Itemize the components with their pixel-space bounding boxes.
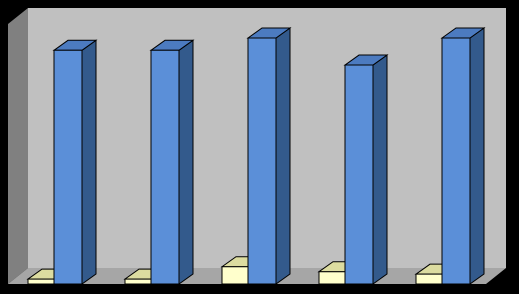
bar-series-1-4 — [319, 272, 345, 284]
bar-series-2-2-side — [179, 40, 193, 284]
bar-series-1-2 — [125, 279, 151, 284]
bar-series-2-2 — [151, 50, 179, 284]
bar-series-1-5 — [416, 274, 442, 284]
bar-series-1-1 — [28, 279, 54, 284]
plot-side-wall — [8, 8, 28, 284]
bar-series-2-3 — [248, 38, 276, 284]
bar-series-2-5-side — [470, 28, 484, 284]
bar-series-2-4 — [345, 65, 373, 284]
bar-series-2-5 — [442, 38, 470, 284]
bar-series-2-3-side — [276, 28, 290, 284]
bar-series-2-4-side — [373, 55, 387, 284]
bar-series-2-1-side — [82, 40, 96, 284]
bar-series-1-3 — [222, 267, 248, 284]
bar-series-2-1 — [54, 50, 82, 284]
